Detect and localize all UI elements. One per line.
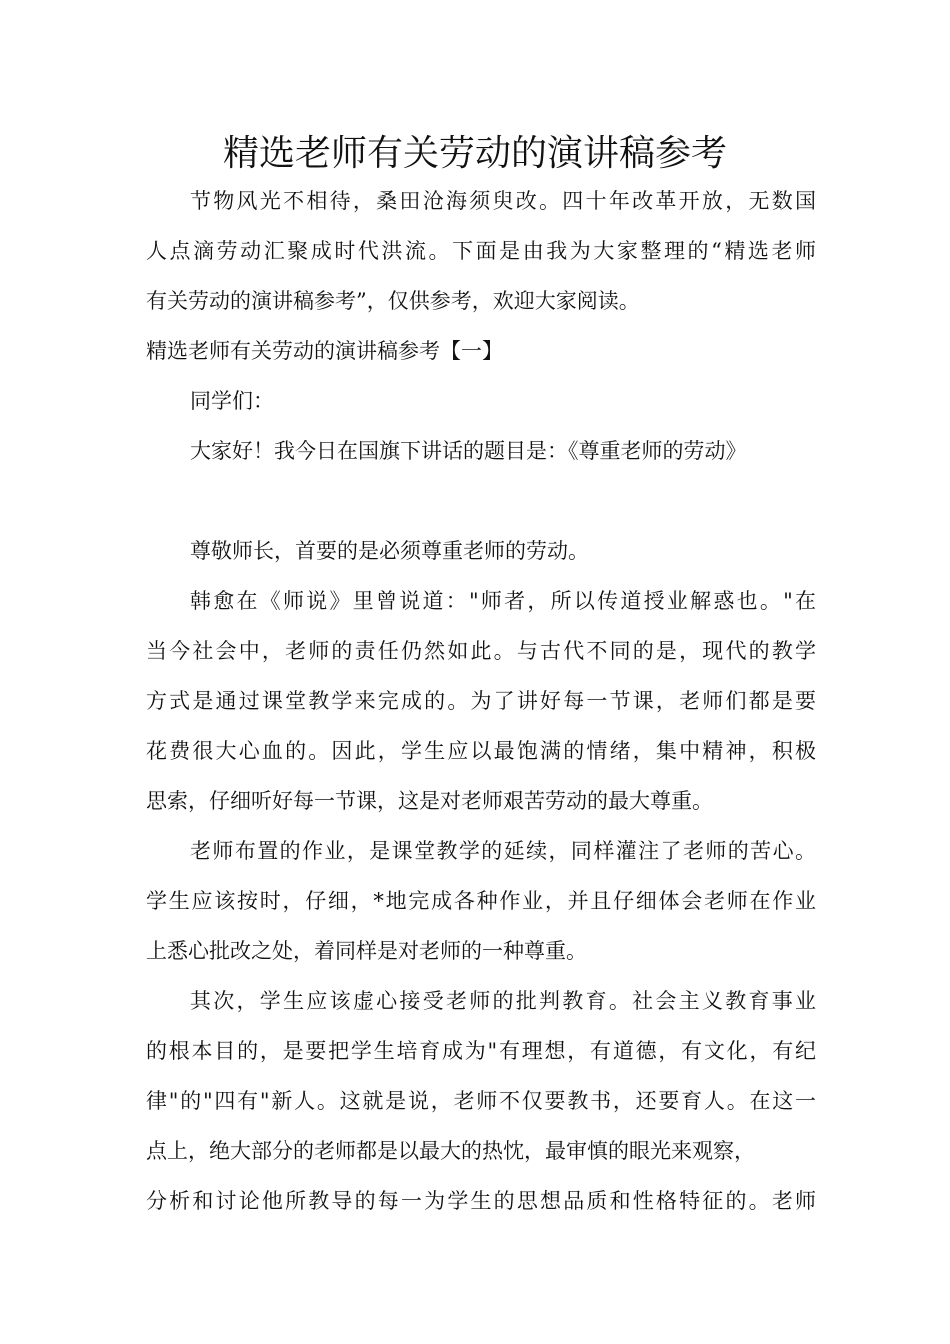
paragraph-line: 花费很大心血的。因此，学生应以最饱满的情绪，集中精神，积极 [146, 739, 816, 763]
paragraph-line: 律"的"四有"新人。这就是说，老师不仅要教书，还要育人。在这一 [146, 1089, 816, 1113]
paragraph-line: 其次，学生应该虚心接受老师的批判教育。社会主义教育事业 [190, 989, 816, 1013]
salutation-line: 同学们： [190, 389, 274, 413]
paragraph-line: 大家好！我今日在国旗下讲话的题目是：《尊重老师的劳动》 [190, 439, 747, 463]
paragraph-line: 老师布置的作业，是课堂教学的延续，同样灌注了老师的苦心。 [190, 839, 816, 863]
paragraph-line: 学生应该按时，仔细，*地完成各种作业，并且仔细体会老师在作业 [146, 889, 816, 913]
paragraph-line: 当今社会中，老师的责任仍然如此。与古代不同的是，现代的教学 [146, 639, 816, 663]
paragraph-line: 方式是通过课堂教学来完成的。为了讲好每一节课，老师们都是要 [146, 689, 816, 713]
paragraph-line: 人点滴劳动汇聚成时代洪流。下面是由我为大家整理的“精选老师 [146, 239, 816, 263]
paragraph-line: 节物风光不相待，桑田沧海须臾改。四十年改革开放，无数国 [190, 189, 816, 213]
paragraph-line: 的根本目的，是要把学生培育成为"有理想，有道德，有文化，有纪 [146, 1039, 816, 1063]
paragraph-line: 思索，仔细听好每一节课，这是对老师艰苦劳动的最大尊重。 [146, 789, 713, 813]
document-title: 精选老师有关劳动的演讲稿参考 [222, 133, 727, 174]
section-heading: 精选老师有关劳动的演讲稿参考【一】 [146, 339, 503, 363]
paragraph-line: 上悉心批改之处，着同样是对老师的一种尊重。 [146, 939, 587, 963]
paragraph-line: 韩愈在《师说》里曾说道："师者，所以传道授业解惑也。"在 [190, 589, 816, 613]
paragraph-line: 有关劳动的演讲稿参考”，仅供参考，欢迎大家阅读。 [146, 289, 640, 313]
paragraph-line: 尊敬师长，首要的是必须尊重老师的劳动。 [190, 539, 589, 563]
paragraph-line: 分析和讨论他所教导的每一为学生的思想品质和性格特征的。老师 [146, 1189, 816, 1213]
paragraph-line: 点上，绝大部分的老师都是以最大的热忱，最审慎的眼光来观察， [146, 1139, 755, 1163]
